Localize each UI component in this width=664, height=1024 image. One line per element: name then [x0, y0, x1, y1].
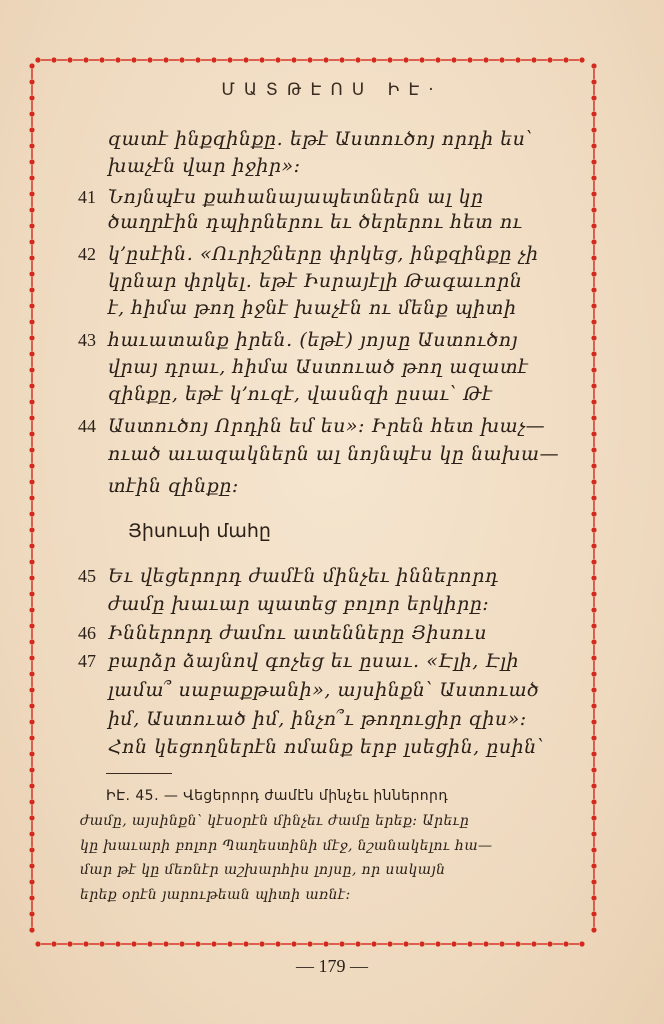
- border-dot: [591, 351, 596, 356]
- border-dot: [35, 941, 40, 946]
- verse-number: 42: [78, 244, 96, 264]
- text-line: ծաղրէին դպիրներու եւ ծերերու հետ ու: [108, 211, 523, 233]
- border-dot: [591, 735, 596, 740]
- border-dot: [67, 57, 72, 62]
- border-dot: [29, 415, 34, 420]
- border-dot: [591, 831, 596, 836]
- border-dot: [591, 911, 596, 916]
- text-line: Հոն կեցողներէն ոմանք երբ լսեցին, ըսին՝: [108, 736, 545, 758]
- border-dot: [451, 57, 456, 62]
- border-dot: [591, 655, 596, 660]
- border-dot: [339, 57, 344, 62]
- border-dot: [591, 879, 596, 884]
- border-dot: [591, 815, 596, 820]
- border-dot: [499, 57, 504, 62]
- border-dot: [591, 287, 596, 292]
- border-dot: [591, 799, 596, 804]
- text-line: զինքը, եթէ կ՚ուզէ, վասնզի ըսաւ՝ Թէ: [108, 383, 493, 405]
- border-dot: [29, 463, 34, 468]
- border-dot: [243, 57, 248, 62]
- text-line: վրայ դրաւ, հիմա Աստուած թող ազատէ: [108, 356, 529, 378]
- border-dot: [591, 927, 596, 932]
- border-dot: [591, 671, 596, 676]
- border-dot: [29, 799, 34, 804]
- border-dot: [387, 941, 392, 946]
- border-dot: [591, 431, 596, 436]
- border-dot: [591, 591, 596, 596]
- border-dot: [591, 63, 596, 68]
- border-dot: [29, 527, 34, 532]
- border-dot: [307, 57, 312, 62]
- border-dot: [67, 941, 72, 946]
- border-dot: [29, 911, 34, 916]
- border-dot: [99, 941, 104, 946]
- border-dot: [29, 863, 34, 868]
- border-dot: [355, 941, 360, 946]
- text-line: խաչէն վար իջիր»։: [108, 155, 301, 177]
- text-line: լամա՞ սաբաքթանի», այսինքն՝ Աստուած: [108, 679, 540, 701]
- border-dot: [531, 941, 536, 946]
- border-dot: [163, 941, 168, 946]
- border-dot: [591, 303, 596, 308]
- section-subheading: Յիսուսի մահը: [128, 520, 271, 542]
- border-dot: [29, 639, 34, 644]
- border-dot: [29, 351, 34, 356]
- border-dot: [29, 607, 34, 612]
- border-dot: [387, 57, 392, 62]
- border-dot: [243, 941, 248, 946]
- border-dot: [591, 335, 596, 340]
- border-dot: [29, 175, 34, 180]
- border-dot: [591, 607, 596, 612]
- border-dot: [591, 143, 596, 148]
- border-dot: [591, 159, 596, 164]
- border-dot: [29, 223, 34, 228]
- footnote-lead: ԻԷ․ 45․ — Վեցերորդ ժամէն մինչեւ իններորդ: [106, 788, 449, 804]
- border-dot: [29, 479, 34, 484]
- border-dot: [499, 941, 504, 946]
- border-dot: [591, 767, 596, 772]
- border-dot: [83, 941, 88, 946]
- border-dot: [29, 895, 34, 900]
- border-dot: [29, 127, 34, 132]
- border-dot: [339, 941, 344, 946]
- border-dot: [591, 239, 596, 244]
- border-dot: [35, 57, 40, 62]
- border-dot: [29, 703, 34, 708]
- border-dot: [83, 57, 88, 62]
- border-dot: [591, 175, 596, 180]
- border-dot: [591, 687, 596, 692]
- border-dot: [419, 57, 424, 62]
- border-dot: [29, 431, 34, 436]
- border-dot: [591, 127, 596, 132]
- border-dot: [563, 57, 568, 62]
- border-dot: [211, 941, 216, 946]
- border-dot: [29, 383, 34, 388]
- border-dot: [591, 463, 596, 468]
- border-dot: [29, 159, 34, 164]
- border-dot: [29, 495, 34, 500]
- border-dot: [591, 191, 596, 196]
- border-dot: [419, 941, 424, 946]
- border-dot: [323, 941, 328, 946]
- border-dot: [591, 703, 596, 708]
- border-dot: [179, 57, 184, 62]
- border-dot: [591, 623, 596, 628]
- text-line: ժամը խաւար պատեց բոլոր երկիրը։: [108, 593, 490, 615]
- border-dot: [435, 57, 440, 62]
- border-dot: [451, 941, 456, 946]
- border-dot: [99, 57, 104, 62]
- border-dot: [591, 383, 596, 388]
- border-dot: [591, 447, 596, 452]
- border-dot: [515, 941, 520, 946]
- text-line: բարձր ձայնով գոչեց եւ ըսաւ․ «Էլի, Էլի: [108, 650, 520, 672]
- border-dot: [563, 941, 568, 946]
- border-dot: [483, 941, 488, 946]
- border-dot: [591, 207, 596, 212]
- footnote-rule: [106, 773, 172, 774]
- border-dot: [591, 495, 596, 500]
- border-dot: [579, 57, 584, 62]
- border-dot: [195, 941, 200, 946]
- border-dot: [29, 575, 34, 580]
- border-dot: [275, 57, 280, 62]
- border-dot: [147, 57, 152, 62]
- border-dot: [179, 941, 184, 946]
- border-dot: [29, 447, 34, 452]
- border-dot: [29, 511, 34, 516]
- border-dot: [29, 543, 34, 548]
- border-dot: [591, 895, 596, 900]
- border-dot: [591, 319, 596, 324]
- border-dot: [195, 57, 200, 62]
- border-dot: [291, 941, 296, 946]
- verse-number: 45: [78, 566, 96, 586]
- border-dot: [591, 783, 596, 788]
- border-dot: [29, 591, 34, 596]
- footnote-line: ժամը, այսինքն՝ կէսօրէն մինչեւ ժամը երեք։ Արեւը: [80, 813, 470, 829]
- border-dot: [591, 863, 596, 868]
- border-dot: [29, 287, 34, 292]
- text-line: կ՚ըսէին․ «Ուրիշները փրկեց, ինքզինքը չի: [108, 243, 539, 265]
- footnote-line: երեք օրէն յարութեան պիտի առնէ։: [80, 887, 351, 903]
- border-dot: [403, 941, 408, 946]
- border-dot: [211, 57, 216, 62]
- border-dot: [307, 941, 312, 946]
- text-line: ուած աւազակներն ալ նոյնպէս կը նախա—: [108, 443, 560, 465]
- border-dot: [29, 815, 34, 820]
- border-dot: [275, 941, 280, 946]
- border-dot: [227, 57, 232, 62]
- border-dot: [591, 559, 596, 564]
- border-dot: [29, 751, 34, 756]
- border-dot: [591, 399, 596, 404]
- border-dot: [591, 575, 596, 580]
- border-dot: [371, 941, 376, 946]
- border-dot: [29, 399, 34, 404]
- border-dot: [131, 57, 136, 62]
- border-dot: [29, 143, 34, 148]
- text-line: է, հիմա թող իջնէ խաչէն ու մենք պիտի: [108, 297, 517, 319]
- border-dot: [591, 719, 596, 724]
- border-dot: [403, 57, 408, 62]
- border-dot: [29, 831, 34, 836]
- border-dot: [579, 941, 584, 946]
- footnote-line: կը խաւարի բոլոր Պաղեստինի մէջ, նշանակելու հա—: [80, 838, 493, 854]
- text-line: տէին զինքը։: [108, 475, 239, 497]
- border-dot: [291, 57, 296, 62]
- border-dot: [227, 941, 232, 946]
- border-dot: [29, 271, 34, 276]
- border-dot: [547, 57, 552, 62]
- border-dot: [29, 63, 34, 68]
- border-dot: [29, 111, 34, 116]
- page-number: — 179 —: [296, 956, 368, 976]
- border-dot: [591, 415, 596, 420]
- verse-number: 43: [78, 330, 96, 350]
- text-line: Նոյնպէս քահանայապետներն ալ կը: [108, 186, 484, 208]
- verse-number: 46: [78, 623, 96, 643]
- border-dot: [591, 639, 596, 644]
- border-dot: [29, 319, 34, 324]
- border-dot: [29, 335, 34, 340]
- border-dot: [591, 111, 596, 116]
- verse-number: 41: [78, 187, 96, 207]
- border-dot: [29, 767, 34, 772]
- border-dot: [115, 941, 120, 946]
- border-dot: [591, 511, 596, 516]
- border-dot: [29, 303, 34, 308]
- border-dot: [591, 847, 596, 852]
- border-dot: [29, 783, 34, 788]
- border-dot: [29, 239, 34, 244]
- border-dot: [591, 271, 596, 276]
- border-dot: [29, 735, 34, 740]
- text-line: Իններորդ ժամու ատենները Յիսուս: [108, 622, 487, 644]
- border-dot: [29, 255, 34, 260]
- border-dot: [591, 223, 596, 228]
- border-dot: [467, 57, 472, 62]
- border-dot: [259, 57, 264, 62]
- running-head: ՄԱՏԹԷՈՍ ԻԷ·: [221, 80, 443, 100]
- border-dot: [29, 927, 34, 932]
- text-line: իմ, Աստուած իմ, ինչո՞ւ թողուցիր զիս»։: [108, 708, 527, 730]
- border-dot: [29, 719, 34, 724]
- verse-number: 44: [78, 416, 96, 436]
- border-dot: [29, 687, 34, 692]
- border-dot: [29, 559, 34, 564]
- border-dot: [147, 941, 152, 946]
- border-dot: [591, 543, 596, 548]
- text-line: կրնար փրկել․ եթէ Իսրայէլի Թագաւորն: [108, 270, 523, 292]
- border-dot: [259, 941, 264, 946]
- border-dot: [51, 941, 56, 946]
- border-dot: [51, 57, 56, 62]
- border-dot: [591, 367, 596, 372]
- border-dot: [531, 57, 536, 62]
- footnote-line: մար թէ կը մեռնէր աշխարհիս լոյսը, որ սակայն: [80, 862, 446, 878]
- border-dot: [131, 941, 136, 946]
- border-dot: [435, 941, 440, 946]
- border-dot: [483, 57, 488, 62]
- border-dot: [515, 57, 520, 62]
- border-dot: [371, 57, 376, 62]
- border-dot: [29, 847, 34, 852]
- border-dot: [29, 207, 34, 212]
- border-dot: [163, 57, 168, 62]
- border-dot: [29, 655, 34, 660]
- border-dot: [467, 941, 472, 946]
- border-dot: [29, 191, 34, 196]
- border-dot: [323, 57, 328, 62]
- border-dot: [591, 255, 596, 260]
- border-dot: [29, 671, 34, 676]
- border-dot: [355, 57, 360, 62]
- border-dot: [115, 57, 120, 62]
- text-line: Աստուծոյ Որդին եմ ես»։ Իրեն հետ խաչ—: [108, 415, 546, 437]
- border-dot: [29, 623, 34, 628]
- border-dot: [547, 941, 552, 946]
- verse-number: 47: [78, 651, 96, 671]
- text-line: Եւ վեցերորդ ժամէն մինչեւ իններորդ: [108, 565, 499, 587]
- border-dot: [591, 479, 596, 484]
- text-line: հաւատանք իրեն․ (եթէ) յոյսը Աստուծոյ: [108, 329, 519, 351]
- border-dot: [591, 527, 596, 532]
- text-line: զատէ ինքզինքը․ եթէ Աստուծոյ որդի ես՝: [108, 128, 533, 150]
- border-dot: [29, 879, 34, 884]
- border-dot: [29, 367, 34, 372]
- border-dot: [591, 751, 596, 756]
